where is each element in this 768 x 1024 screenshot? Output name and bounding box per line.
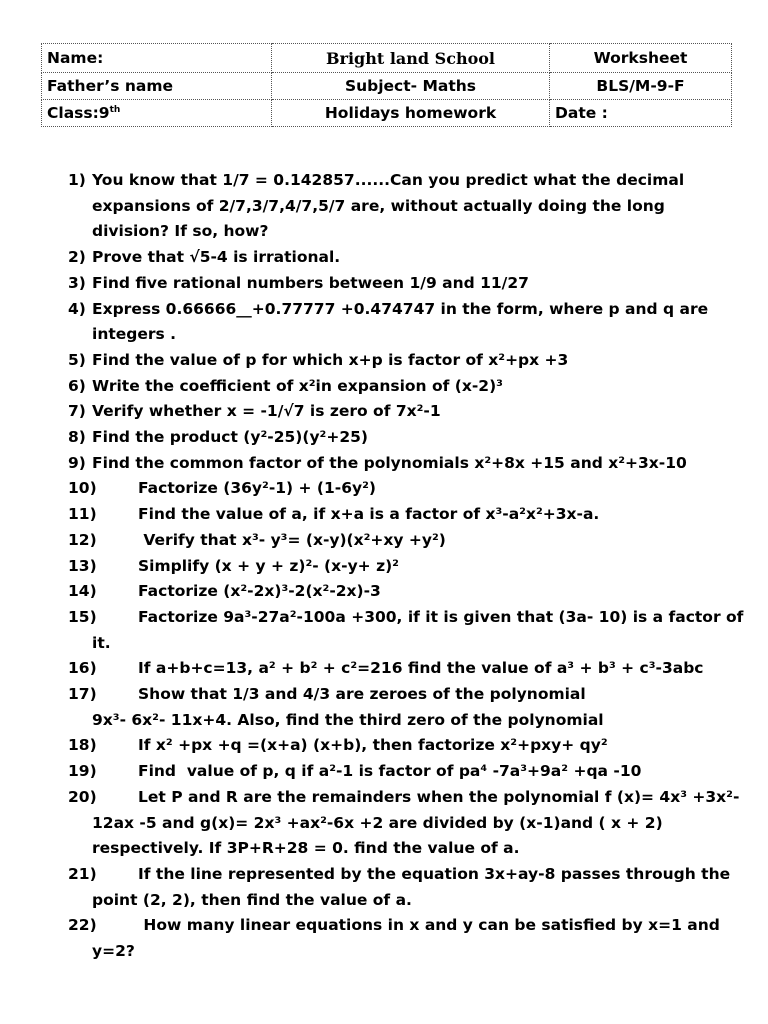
question-text: Find the common factor of the polynomials x²+8x +15 and x²+3x-10 [92, 453, 687, 472]
question-text: Let P and R are the remainders when the polynomial f (x)= 4x³ +3x²- [138, 787, 740, 806]
question-text: Verify that x³- y³= (x-y)(x²+xy +y²) [138, 530, 446, 549]
question-number: 5) [68, 350, 86, 369]
question-item [68, 399, 728, 425]
question-item [68, 348, 728, 374]
class-label [42, 100, 272, 127]
worksheet-label: Worksheet [550, 44, 732, 73]
question-item [68, 862, 731, 913]
question-item [68, 579, 728, 605]
question-text: Factorize 9a³-27a²-100a +300, if it is given that (3a- 10) is a factor of [138, 607, 744, 626]
question-text: Verify whether x = -1/√7 is zero of 7x²-1 [92, 402, 441, 421]
question-item [68, 605, 744, 656]
question-text: Find value of p, q if a²-1 is factor of pa⁴ -7a³+9a² +qa -10 [138, 762, 642, 781]
question-item [68, 502, 728, 528]
question-item [68, 425, 728, 451]
class-superscript: th [109, 104, 121, 115]
question-number: 20) [68, 787, 97, 806]
question-text-continuation: 12ax -5 and g(x)= 2x³ +ax²-6x +2 are divided by (x-1)and ( x + 2) respectively. If 3P+R+28 = 0. find the value of a. [92, 813, 663, 858]
question-number: 7) [68, 402, 86, 421]
name-label: Name: [42, 44, 272, 73]
date-label: Date : [550, 100, 732, 127]
question-text: Find the value of p for which x+p is factor of x²+px +3 [92, 350, 569, 369]
question-item [68, 271, 728, 297]
header-row-3 [42, 100, 732, 127]
question-number: 19) [68, 762, 97, 781]
question-number: 11) [68, 505, 97, 524]
question-item [68, 656, 728, 682]
question-number: 6) [68, 376, 86, 395]
question-number: 15) [68, 607, 97, 626]
question-text: If the line represented by the equation 3x+ay-8 passes through the [138, 864, 731, 883]
question-text: Find five rational numbers between 1/9 and 11/27 [92, 273, 529, 292]
class-text: Class:9 [47, 104, 110, 122]
header-table [41, 43, 732, 127]
question-number: 14) [68, 582, 97, 601]
question-number: 18) [68, 736, 97, 755]
question-text-continuation: it. [92, 633, 111, 652]
question-text: How many linear equations in x and y can be satisfied by x=1 and [138, 916, 720, 935]
question-number: 2) [68, 248, 86, 267]
question-text: You know that 1/7 = 0.142857......Can you predict what the decimal expansions of 2/7,3/7,4/7,5/7 are, without actually doing the long division? If so, how? [92, 171, 685, 241]
question-text: If x² +px +q =(x+a) (x+b), then factorize x²+pxy+ qy² [138, 736, 608, 755]
question-text-continuation: point (2, 2), then find the value of a. [92, 890, 412, 909]
question-number: 10) [68, 479, 97, 498]
question-text: Factorize (36y²-1) + (1-6y²) [138, 479, 376, 498]
homework-label: Holidays homework [272, 100, 550, 127]
question-text: Express 0.66666__+0.77777 +0.474747 in the form, where p and q are integers . [92, 299, 709, 344]
question-item [68, 759, 728, 785]
question-number: 17) [68, 685, 97, 704]
school-name: Bright land School [272, 44, 550, 73]
question-number: 1) [68, 171, 86, 189]
question-text: Show that 1/3 and 4/3 are zeroes of the polynomial [138, 685, 586, 704]
question-item [68, 297, 728, 348]
header-row-2 [42, 73, 732, 100]
question-list [68, 168, 744, 965]
question-text: Simplify (x + y + z)²- (x-y+ z)² [138, 556, 399, 575]
question-text: Find the product (y²-25)(y²+25) [92, 428, 368, 447]
question-number: 12) [68, 530, 97, 549]
question-number: 4) [68, 299, 86, 318]
question-item [68, 476, 728, 502]
question-text: Factorize (x²-2x)³-2(x²-2x)-3 [138, 582, 381, 601]
question-item [68, 168, 728, 245]
question-item [68, 913, 728, 964]
question-item [68, 245, 728, 271]
question-text-continuation: 9x³- 6x²- 11x+4. Also, find the third zero of the polynomial [92, 710, 604, 729]
question-text: If a+b+c=13, a² + b² + c²=216 find the value of a³ + b³ + c³-3abc [138, 659, 704, 678]
question-item [68, 374, 728, 400]
question-item [68, 451, 728, 477]
question-number: 8) [68, 428, 86, 447]
question-text: Write the coefficient of x²in expansion of (x-2)³ [92, 376, 503, 395]
question-item [68, 682, 728, 733]
question-text: Find the value of a, if x+a is a factor of x³-a²x²+3x-a. [138, 505, 600, 524]
question-text: Prove that √5-4 is irrational. [92, 248, 341, 267]
question-number: 3) [68, 273, 86, 292]
question-item [68, 554, 728, 580]
question-item [68, 733, 728, 759]
question-text-continuation: y=2? [92, 942, 135, 961]
worksheet-code: BLS/M-9-F [550, 73, 732, 100]
question-number: 16) [68, 659, 97, 678]
question-number: 9) [68, 453, 86, 472]
question-number: 22) [68, 916, 97, 935]
header-row-1 [42, 44, 732, 73]
question-number: 21) [68, 864, 97, 883]
question-number: 13) [68, 556, 97, 575]
subject-label: Subject- Maths [272, 73, 550, 100]
father-name-label: Father’s name [42, 73, 272, 100]
question-item [68, 528, 728, 554]
question-item [68, 785, 740, 862]
